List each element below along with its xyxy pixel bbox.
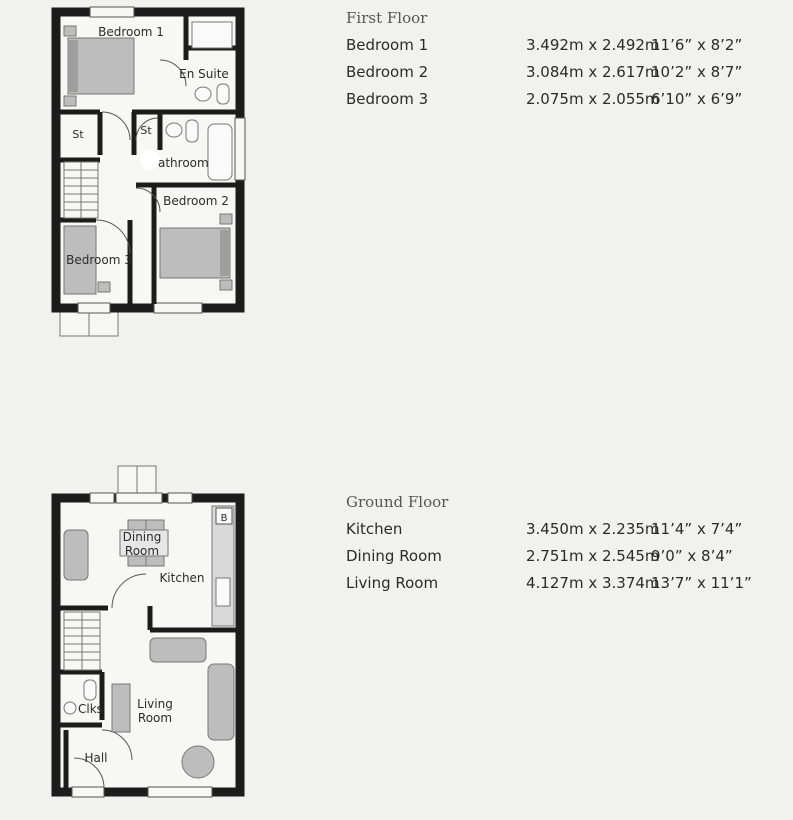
sofa: [208, 664, 234, 740]
bath: [208, 124, 232, 180]
room-imperial: 10’2” x 8’7”: [651, 63, 743, 81]
sofa: [150, 638, 206, 662]
chair: [146, 520, 164, 530]
window: [235, 118, 245, 180]
marker-dot: [140, 150, 160, 170]
window: [154, 303, 202, 313]
ground-floor-plan: [56, 466, 240, 797]
room-imperial: 11’4” x 7’4”: [651, 520, 743, 538]
label-kitchen: Kitchen: [159, 571, 205, 585]
label-living-line-1: Living: [137, 697, 173, 711]
window: [90, 493, 114, 503]
room-metric: 3.084m x 2.617m: [526, 63, 660, 81]
room-imperial: 6’10” x 6’9”: [651, 90, 743, 108]
label-bedroom-2: Bedroom 2: [163, 194, 229, 208]
room-imperial: 11’6” x 8’2”: [651, 36, 743, 54]
room-name: Dining Room: [346, 547, 442, 565]
room-metric: 4.127m x 3.374m: [526, 574, 660, 592]
ground-floor-dimensions: [346, 492, 786, 597]
window: [90, 7, 134, 17]
sofa: [64, 530, 88, 580]
label-bedroom-3: Bedroom 3: [66, 253, 132, 267]
label-dining-line-1: Dining: [122, 530, 162, 544]
front-door: [72, 787, 104, 797]
sideboard: [112, 684, 130, 732]
room-metric: 3.492m x 2.492m: [526, 36, 660, 54]
double-bed: [160, 228, 230, 278]
label-hall: Hall: [84, 751, 108, 765]
label-boiler: B: [220, 513, 228, 524]
toilet: [217, 84, 229, 104]
armchair: [182, 746, 214, 778]
label-bedroom-1: Bedroom 1: [98, 25, 164, 39]
shower: [192, 22, 232, 48]
basin: [166, 123, 182, 137]
room-row: [346, 32, 786, 59]
label-store-left: St: [72, 128, 84, 141]
room-row: [346, 543, 786, 570]
toilet: [84, 680, 96, 700]
room-row: [346, 86, 786, 113]
room-name: Kitchen: [346, 520, 403, 538]
first-floor-heading: First Floor: [346, 9, 428, 27]
label-bathroom: athroom: [158, 156, 209, 170]
label-dining-line-2: Room: [124, 544, 160, 558]
ground-floor-heading: Ground Floor: [346, 493, 449, 511]
room-name: Living Room: [346, 574, 439, 592]
room-row: [346, 570, 786, 597]
basin: [195, 87, 211, 101]
window: [78, 303, 110, 313]
label-living-line-2: Room: [137, 711, 173, 725]
room-metric: 2.751m x 2.545m: [526, 547, 660, 565]
patio-door-opening: [116, 493, 162, 503]
room-name: Bedroom 1: [346, 36, 429, 54]
first-floor-dimensions: [346, 8, 786, 113]
room-imperial: 13’7” x 11’1”: [651, 574, 752, 592]
basin: [64, 702, 76, 714]
room-metric: 3.450m x 2.235m: [526, 520, 660, 538]
room-row: [346, 59, 786, 86]
label-clks: Clks: [78, 702, 103, 716]
room-imperial: 9’0” x 8’4”: [651, 547, 733, 565]
room-name: Bedroom 2: [346, 63, 429, 81]
toilet: [186, 120, 198, 142]
window: [148, 787, 212, 797]
chair: [128, 520, 146, 530]
label-en-suite: En Suite: [179, 67, 229, 81]
sink: [216, 578, 230, 606]
room-name: Bedroom 3: [346, 90, 429, 108]
room-row: [346, 516, 786, 543]
room-metric: 2.075m x 2.055m: [526, 90, 660, 108]
window: [168, 493, 192, 503]
first-floor-plan: [56, 7, 245, 336]
label-store-right: St: [140, 124, 152, 137]
